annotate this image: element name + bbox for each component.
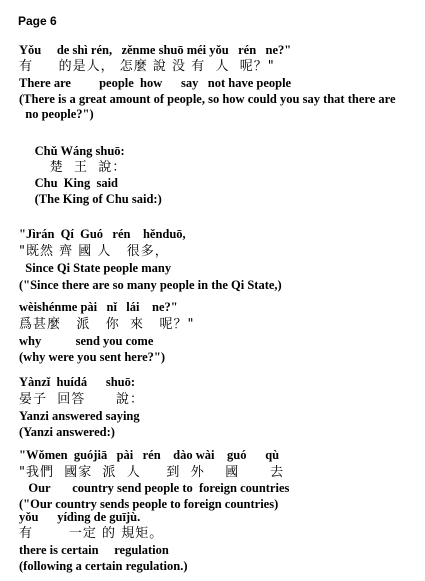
gloss-line: why send you come xyxy=(19,334,154,348)
gloss-line: Yanzi answered saying xyxy=(19,409,140,423)
pinyin-line: yǒu yídìng de guījù. xyxy=(19,510,141,524)
pinyin-line: "Jìrán Qí Guó rén hěnduō, xyxy=(19,227,186,241)
pinyin-line: Yànzǐ huídá shuō: xyxy=(19,375,136,389)
translation-line: ("Our country sends people to foreign countries) xyxy=(19,497,279,511)
gloss-line: Our country send people to foreign countries xyxy=(19,481,290,495)
translation-line: (There is a great amount of people, so how could you say that there are no people?") xyxy=(19,92,396,121)
translation-line: (Yanzi answered:) xyxy=(19,425,115,439)
hanzi-line: 爲甚麼 派 你 來 呢？" xyxy=(19,317,195,332)
translation-line: ("Since there are so many people in the Qi State,) xyxy=(19,278,282,292)
translation-line: (why were you sent here?") xyxy=(19,350,166,364)
hanzi-line: 有 一定 的 規矩。 xyxy=(19,526,164,541)
hanzi-line: 晏子 回答 說： xyxy=(19,392,145,407)
pinyin-line: Chǔ Wáng shuō: xyxy=(19,144,125,158)
hanzi-line: 楚 王 說： xyxy=(19,160,127,175)
hanzi-line: "我們 國家 派 人 到 外 國 去 xyxy=(19,465,285,480)
pinyin-line: wèishénme pài nǐ lái ne?" xyxy=(19,300,178,314)
pinyin-line: Yǒu de shì rén, zěnme shuō méi yǒu rén ne?" xyxy=(19,43,292,57)
hanzi-line: 有 的是人， 怎麼 說 没 有 人 呢？" xyxy=(19,59,275,74)
gloss-line: there is certain regulation xyxy=(19,543,169,557)
hanzi-line: "既然 齊 國 人 很多， xyxy=(19,244,169,259)
translation-line: (The King of Chu said:) xyxy=(19,192,162,206)
translation-line: (following a certain regulation.) xyxy=(19,559,188,573)
gloss-line: Since Qi State people many xyxy=(19,261,172,275)
gloss-line: There are people how say not have people xyxy=(19,76,292,90)
gloss-line: Chu King said xyxy=(19,176,118,190)
page-title: Page 6 xyxy=(18,14,57,28)
pinyin-line: "Wǒmen guójiā pài rén dào wài guó qù xyxy=(19,448,280,462)
